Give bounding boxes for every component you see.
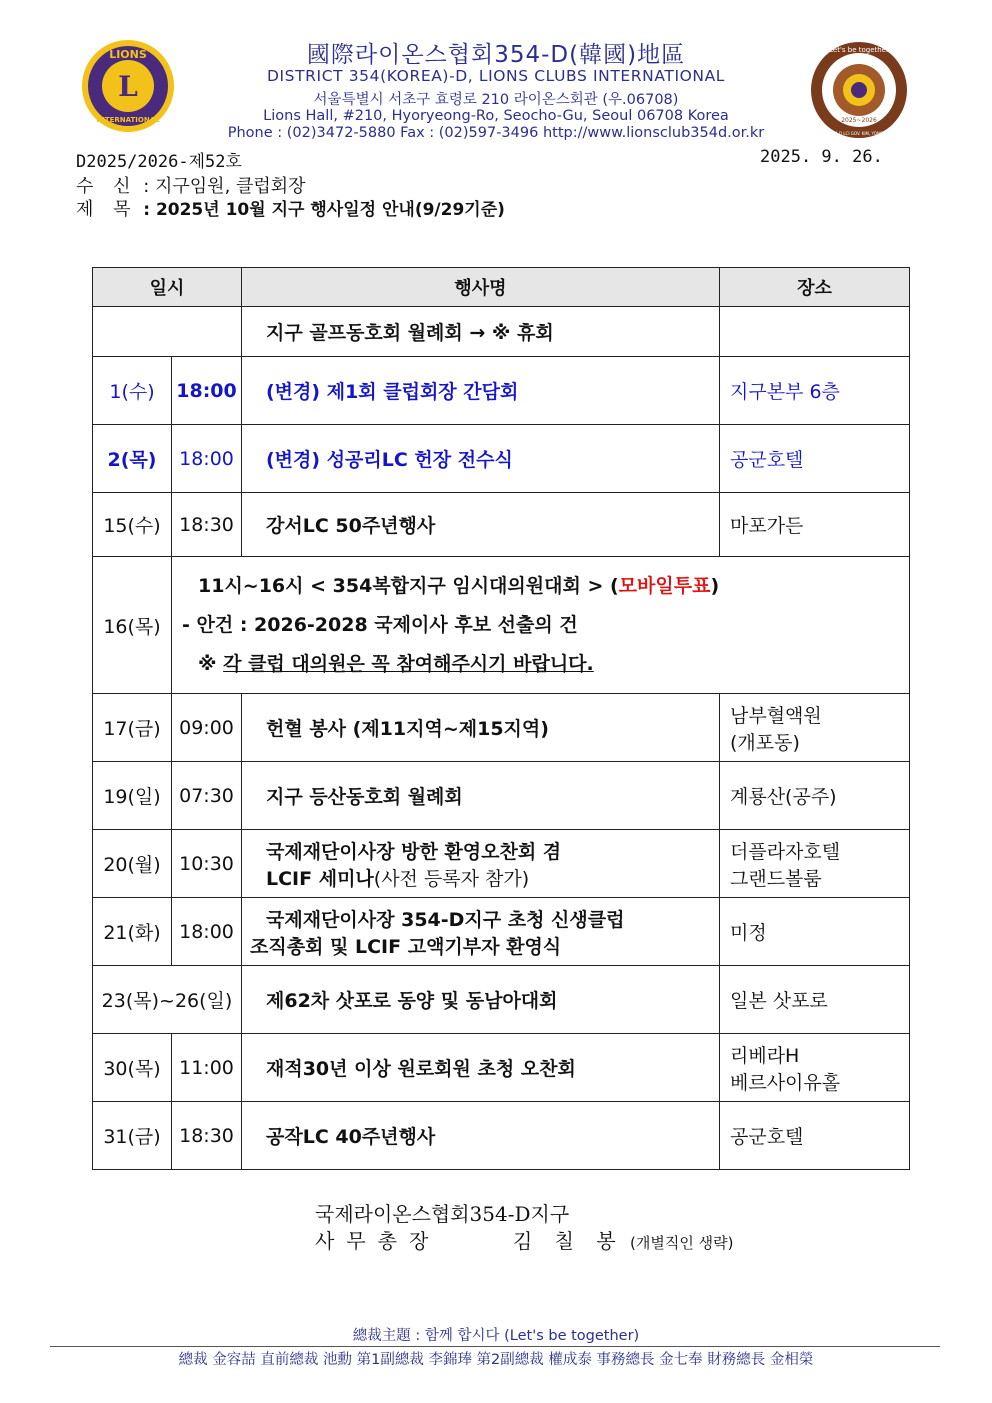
time-cell: 18:00: [172, 898, 242, 966]
place-cell: 미정: [720, 898, 910, 966]
table-row: [93, 493, 910, 557]
seal-omitted-note: (개별직인 생략): [630, 1234, 734, 1252]
subject-value: : 2025년 10월 지구 행사일정 안내(9/29기준): [143, 200, 505, 220]
place-line-2: 그랜드볼룸: [730, 867, 822, 890]
table-header-row: [93, 268, 910, 307]
place-cell: 지구본부 6층: [720, 357, 910, 425]
place-line-2: 베르사이유홀: [730, 1071, 841, 1094]
place-cell: [720, 830, 910, 898]
sender-title: 사무총장: [315, 1229, 441, 1253]
date-cell: 20(월): [93, 830, 172, 898]
lions-logo-bottom-text: INTERNATIONAL: [96, 116, 160, 124]
place-cell: 일본 삿포로: [720, 966, 910, 1034]
place-line-1: 남부혈액원: [730, 704, 822, 727]
sender-organization: 국제라이온스협회354-D지구: [315, 1202, 570, 1226]
time-cell: 18:00: [172, 357, 242, 425]
table-row: [93, 762, 910, 830]
place-cell: [720, 1034, 910, 1102]
sender-name: 김 칠 봉: [513, 1229, 624, 1253]
table-row: [93, 1102, 910, 1170]
subject-label: 제 목: [76, 199, 138, 220]
date-cell: 19(일): [93, 762, 172, 830]
place-cell: 공군호텔: [720, 425, 910, 493]
place-cell: [720, 307, 910, 357]
mobile-vote-label: 모바일투표: [618, 574, 711, 597]
assembly-line-3: [182, 645, 899, 684]
event-cell: 제62차 삿포로 동양 및 동남아대회: [242, 966, 720, 1034]
place-cell: 계룡산(공주): [720, 762, 910, 830]
event-cell: (변경) 성공리LC 헌장 전수식: [242, 425, 720, 493]
district-title: 國際라이온스협회354-D(韓國)地區: [306, 42, 686, 68]
table-row: [93, 830, 910, 898]
event-line-1: 국제재단이사장 방한 환영오찬회 겸: [266, 840, 562, 863]
event-cell: 공작LC 40주년행사: [242, 1102, 720, 1170]
place-line-1: 리베라H: [730, 1044, 800, 1067]
recipient-value: : 지구임원, 클럽회장: [143, 176, 306, 197]
event-cell: 재적30년 이상 원로회원 초청 오찬회: [242, 1034, 720, 1102]
time-cell: 09:00: [172, 694, 242, 762]
time-cell: 11:00: [172, 1034, 242, 1102]
date-cell: 21(화): [93, 898, 172, 966]
header-place: 장소: [720, 268, 910, 307]
document-date: 2025. 9. 26.: [760, 147, 883, 167]
lcif-seminar: LCIF 세미나: [266, 867, 374, 890]
lions-logo-letter: L: [118, 70, 138, 103]
governor-seal-icon: [809, 40, 909, 140]
district-english-name: DISTRICT 354(KOREA)-D, LIONS CLUBS INTERNATIONAL: [266, 67, 726, 85]
table-row: [93, 694, 910, 762]
place-cell: 마포가든: [720, 493, 910, 557]
event-cell: [242, 830, 720, 898]
date-cell: 2(목): [93, 425, 172, 493]
assembly-title: 11시~16시 < 354복합지구 임시대의원대회 > (: [198, 574, 619, 597]
event-line-1: 국제재단이사장 354-D지구 초청 신생클럽: [266, 908, 625, 931]
table-row: [93, 1034, 910, 1102]
date-cell: 16(목): [93, 557, 172, 694]
header-event: 행사명: [242, 268, 720, 307]
date-cell: 1(수): [93, 357, 172, 425]
date-cell: 17(금): [93, 694, 172, 762]
time-cell: 18:30: [172, 1102, 242, 1170]
date-cell: 15(수): [93, 493, 172, 557]
event-line-2: [266, 864, 719, 891]
assembly-event-cell: [172, 557, 910, 694]
table-row: [93, 557, 910, 694]
address-korean: 서울특별시 서초구 효령로 210 라이온스회관 (우.06708): [313, 92, 679, 108]
table-row: [93, 966, 910, 1034]
table-row: [93, 898, 910, 966]
place-cell: 공군호텔: [720, 1102, 910, 1170]
time-cell: 10:30: [172, 830, 242, 898]
time-cell: 07:30: [172, 762, 242, 830]
event-cell: 지구 등산동호회 월례회: [242, 762, 720, 830]
document-number: D2025/2026-제52호: [76, 152, 242, 172]
date-cell: [93, 307, 242, 357]
schedule-table: [92, 267, 910, 1170]
seal-ring-text: DIST.354-D LCI GOV. KIM, YONG-CHEOL: [819, 131, 899, 136]
address-english: Lions Hall, #210, Hyoryeong-Ro, Seocho-Gu, Seoul 06708 Korea: [263, 108, 729, 124]
event-cell: (변경) 제1회 클럽회장 간담회: [242, 357, 720, 425]
subject-line: [76, 195, 505, 221]
table-row: [93, 425, 910, 493]
seal-top-text: Let's be together: [829, 46, 889, 54]
event-cell: 헌혈 봉사 (제11지역~제15지역): [242, 694, 720, 762]
footer-divider: [50, 1346, 940, 1347]
time-cell: 18:30: [172, 493, 242, 557]
contact-info: Phone : (02)3472-5880 Fax : (02)597-3496 http://www.lionsclub354d.or.kr: [227, 125, 765, 141]
place-cell: [720, 694, 910, 762]
place-line-2: (개포동): [730, 731, 800, 754]
lions-logo-top-text: LIONS: [109, 48, 147, 61]
recipient-label: 수 신: [76, 176, 138, 197]
date-cell: 31(금): [93, 1102, 172, 1170]
event-line-2: 조직총회 및 LCIF 고액기부자 환영식: [250, 935, 562, 958]
sender-line: [315, 1225, 733, 1254]
place-line-1: 더플라자호텔: [730, 840, 841, 863]
event-cell: 강서LC 50주년행사: [242, 493, 720, 557]
assembly-close-paren: ): [710, 574, 720, 597]
governor-motto: 總裁主題 : 함께 합시다 (Let's be together): [352, 1328, 640, 1344]
event-cell: [242, 898, 720, 966]
date-cell: 30(목): [93, 1034, 172, 1102]
note-mark: ※: [198, 652, 224, 675]
assembly-line-1: [182, 567, 899, 606]
registration-note: (사전 등록자 참가): [373, 867, 530, 890]
date-cell: 23(목)~26(일): [93, 966, 242, 1034]
district-officers: 總裁 金容喆 直前總裁 池勳 第1副總裁 李錦琫 第2副總裁 權成泰 事務總長 金七奉 財務總長 金相榮: [178, 1352, 814, 1368]
assembly-line-2: - 안건 : 2026-2028 국제이사 후보 선출의 건: [182, 613, 578, 636]
event-cell: 지구 골프동호회 월례회 → ※ 휴회: [242, 307, 720, 357]
seal-year-text: 2025~2026: [841, 117, 877, 124]
assembly-notice: 각 클럽 대의원은 꼭 참여해주시기 바랍니다.: [223, 652, 594, 675]
table-row: [93, 357, 910, 425]
header-date: 일시: [93, 268, 242, 307]
time-cell: 18:00: [172, 425, 242, 493]
table-row: [93, 307, 910, 357]
